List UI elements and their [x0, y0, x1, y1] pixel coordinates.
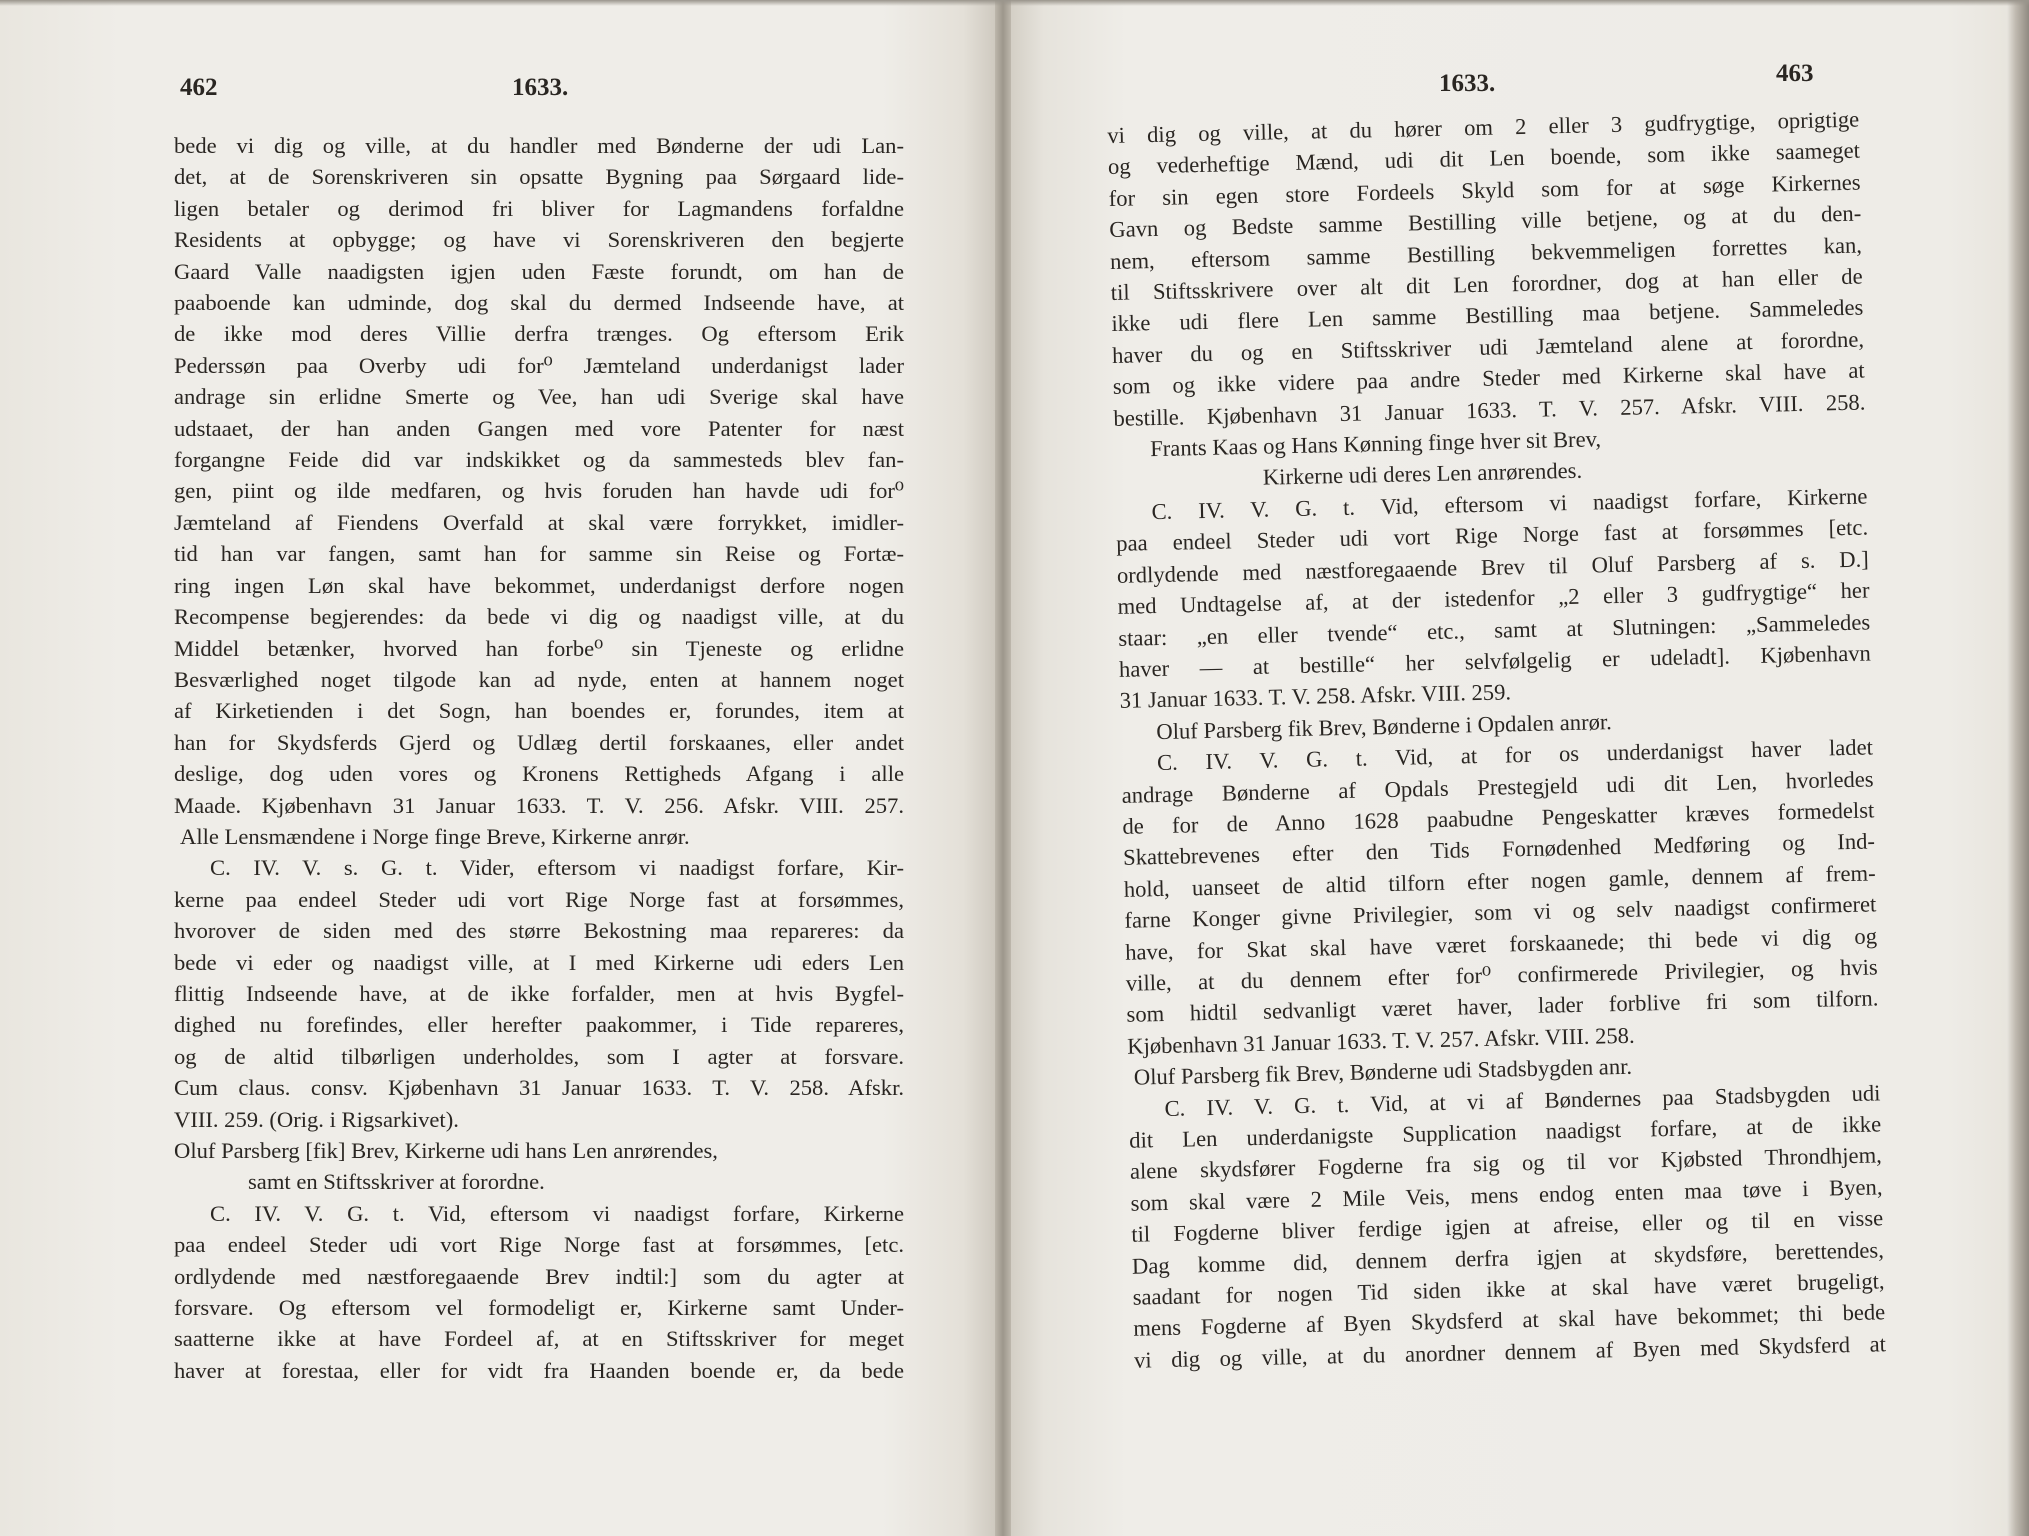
page-number: 462	[180, 74, 218, 101]
text-line: Jæmteland af Fiendens Overfald at skal være forrykket, imidler-	[174, 509, 904, 535]
text-line: Dag komme did, dennem derfra igjen at skydsføre, berettendes,	[1131, 1236, 1885, 1279]
text-line: vi dig og ville, at du anordner dennem af Byen med Skydsferd at	[1133, 1331, 1887, 1373]
text-line: paa endeel Steder udi vort Rige Norge fast at forsømmes, [etc.	[174, 1232, 904, 1258]
year-header: 1633.	[512, 74, 569, 101]
left-page-body	[174, 130, 904, 1386]
text-line: Skattebrevenes efter den Tids Fornødenhed Medføring og Ind-	[1122, 828, 1876, 871]
text-line: Middel betænker, hvorved han forbe⁰ sin Tjeneste og erlidne	[174, 635, 904, 661]
text-line: tid han var fangen, samt han for samme sin Reise og Fortæ-	[174, 541, 904, 567]
text-line: til Fogderne bliver ferdige igjen at afreise, eller og til en visse	[1131, 1205, 1884, 1247]
entry-heading: Oluf Parsberg [fik] Brev, Kirkerne udi hans Len anrørendes,	[174, 1138, 718, 1163]
text-line: C. IV. V. G. t. Vid, at vi af Bøndernes paa Stadsbygden udi	[1164, 1079, 1881, 1121]
text-line: bestille. Kjøbenhavn 31 Januar 1633. T. V. 257. Afskr. VIII. 258.	[1113, 389, 1866, 431]
year-header: 1633.	[1439, 70, 1496, 97]
text-line: Kjøbenhavn 31 Januar 1633. T. V. 257. Afskr. VIII. 258.	[1126, 1022, 1635, 1059]
text-line: udstaaet, der han anden Gangen med vore Patenter for næst	[174, 415, 904, 441]
left-page	[0, 0, 1003, 1536]
text-line: C. IV. V. G. t. Vid, at for os underdanigst haver ladet	[1156, 734, 1874, 776]
text-line: 31 Januar 1633. T. V. 258. Afskr. VIII. 259.	[1119, 679, 1512, 714]
text-line: andrage sin erlidne Smerte og Vee, han udi Sverige skal have	[174, 384, 904, 410]
text-line: han for Skydsferds Gjerd og Udlæg dertil forskaanes, eller andet	[174, 729, 904, 755]
text-line: staar: „en eller tvende“ etc., samt at Slutningen: „Sammeledes	[1118, 608, 1871, 651]
text-line: haver du og en Stiftsskriver udi Jæmteland alene at forordne,	[1111, 326, 1865, 368]
entry-heading: Kirkerne udi deres Len anrørendes.	[1262, 458, 1583, 491]
text-line: C. IV. V. G. t. Vid, eftersom vi naadigst forfare, Kirkerne	[210, 1200, 904, 1226]
text-line: ring ingen Løn skal have bekommet, underdanigst derfore nogen	[174, 572, 904, 598]
text-line: forsvare. Og eftersom vel formodeligt er, Kirkerne samt Under-	[174, 1295, 904, 1321]
text-line: Besværlighed noget tilgode kan ad nyde, enten at hannem noget	[174, 666, 904, 692]
text-line: Gavn og Bedste samme Bestilling ville betjene, og at du den-	[1109, 200, 1862, 243]
entry-heading: Oluf Parsberg fik Brev, Bønderne i Opdalen anrør.	[1156, 708, 1613, 744]
text-line: Recompense begjerendes: da bede vi dig og naadigst ville, at du	[174, 604, 904, 630]
text-line: de ikke mod deres Villie derfra trænges. Og eftersom Erik	[174, 321, 904, 347]
page-number: 463	[1776, 60, 1814, 87]
entry-heading: samt en Stiftsskriver at forordne.	[248, 1169, 545, 1195]
text-line: som og ikke videre paa andre Steder med Kirkerne skal have at	[1112, 357, 1865, 400]
text-line: deslige, dog uden vores og Kronens Rettigheds Afgang i alle	[174, 761, 904, 787]
text-line: forgangne Feide did var indskikket og da sammesteds blev fan-	[174, 447, 904, 473]
text-line: Cum claus. consv. Kjøbenhavn 31 Januar 1633. T. V. 258. Afskr.	[174, 1075, 904, 1101]
top-shadow	[0, 0, 2029, 6]
text-line: og de altid tilbørligen underholdes, som I agter at forsvare.	[174, 1043, 904, 1069]
text-line: til Stiftsskrivere over alt dit Len forordner, dog at han eller de	[1110, 263, 1863, 305]
text-line: alene skydsfører Fogderne fra sig og til vor Kjøbsted Throndhjem,	[1129, 1142, 1883, 1185]
text-line: dit Len underdanigste Supplication naadigst forfare, at de ikke	[1128, 1111, 1882, 1153]
text-line: Gaard Valle naadigsten igjen uden Fæste forundt, om han de	[174, 258, 904, 284]
text-line: paa endeel Steder udi vort Rige Norge fast at forsømmes [etc.	[1115, 514, 1869, 557]
text-line: Residents at opbygge; og have vi Sorenskriveren den begjerte	[174, 227, 904, 253]
text-line: og vederheftige Mænd, udi dit Len boende, som ikke saameget	[1107, 137, 1861, 180]
text-line: ligen betaler og derimod fri bliver for Lagmandens forfaldne	[174, 195, 904, 221]
text-line: de for de Anno 1628 paabudne Pengeskatter kræves formedelst	[1122, 797, 1875, 839]
entry-heading: Frants Kaas og Hans Kønning finge hver sit Brev,	[1149, 426, 1602, 462]
text-line: vi dig og ville, at du hører om 2 eller 3 gudfrygtige, oprigtige	[1107, 106, 1860, 148]
text-line: C. IV. V. s. G. t. Vider, eftersom vi naadigst forfare, Kir-	[210, 855, 904, 881]
text-line: andrage Bønderne af Opdals Prestegjeld udi dit Len, hvorledes	[1121, 765, 1874, 808]
text-line: hold, uanseet de altid tilforn efter nogen gamle, dennem af frem-	[1123, 860, 1876, 902]
text-line: saatterne ikke at have Fordeel af, at en Stiftsskriver for meget	[174, 1326, 904, 1352]
entry-heading: Oluf Parsberg fik Brev, Bønderne udi Stadsbygden anr.	[1133, 1053, 1633, 1090]
text-line: paaboende kan udminde, dog skal du dermed Indseende have, at	[174, 290, 904, 316]
page-edge	[2007, 0, 2029, 1536]
text-line: som hidtil sedvanligt været haver, lader forblive fri som tilforn.	[1126, 985, 1879, 1028]
text-line: saadant for nogen Tid siden ikke at skal have været brugeligt,	[1132, 1268, 1885, 1310]
text-line: VIII. 259. (Orig. i Rigsarkivet).	[174, 1106, 459, 1132]
book-gutter	[995, 0, 1011, 1536]
text-line: ikke udi flere Len samme Bestilling maa betjene. Sammeledes	[1111, 294, 1864, 337]
right-page-body	[1107, 104, 1886, 1376]
text-line: bede vi eder og naadigst ville, at I med Kirkerne udi eders Len	[174, 949, 904, 975]
text-line: ordlydende med næstforegaaende Brev indtil:] som du agter at	[174, 1263, 904, 1289]
text-line: kerne paa endeel Steder udi vort Rige Norge fast at forsømmes,	[174, 886, 904, 912]
text-line: Pederssøn paa Overby udi for⁰ Jæmteland underdanigst lader	[174, 352, 904, 378]
text-line: ordlydende med næstforegaaende Brev til Oluf Parsberg af s. D.]	[1116, 546, 1870, 588]
text-line: haver at forestaa, eller for vidt fra Haanden boende er, da bede	[174, 1357, 904, 1383]
text-line: mens Fogderne af Byen Skydsferd at skal have bekommet; thi bede	[1133, 1299, 1886, 1342]
text-line: som skal være 2 Mile Veis, mens endog enten maa tøve i Byen,	[1130, 1174, 1883, 1216]
text-line: Maade. Kjøbenhavn 31 Januar 1633. T. V. 256. Afskr. VIII. 257.	[174, 792, 904, 818]
text-line: ville, at du dennem efter for⁰ confirmerede Privilegier, og hvis	[1125, 954, 1878, 996]
text-line: farne Konger givne Privilegier, som vi og selv naadigst confirmeret	[1124, 891, 1877, 933]
text-line: med Undtagelse af, at der istedenfor „2 eller 3 gudfrygtige“ her	[1117, 577, 1870, 619]
text-line: C. IV. V. G. t. Vid, eftersom vi naadigst forfare, Kirkerne	[1151, 483, 1868, 524]
text-line: nem, eftersom samme Bestilling bekvemmeligen forrettes kan,	[1109, 232, 1863, 274]
text-line: af Kirketienden i det Sogn, han boendes er, forundes, item at	[174, 698, 904, 724]
text-line: det, at de Sorenskriveren sin opsatte Bygning paa Sørgaard lide-	[174, 164, 904, 190]
text-line: haver — at bestille“ her selvfølgelig er udeladt]. Kjøbenhavn	[1118, 640, 1872, 682]
text-line: hvorover de siden med des større Bekostning maa repareres: da	[174, 918, 904, 944]
entry-heading: Alle Lensmændene i Norge finge Breve, Kirkerne anrør.	[180, 823, 690, 849]
text-line: for sin egen store Fordeels Skyld som for at søge Kirkernes	[1108, 169, 1861, 211]
text-line: flittig Indseende have, at de ikke forfalder, men at hvis Bygfel-	[174, 980, 904, 1006]
text-line: gen, piint og ilde medfaren, og hvis foruden han havde udi for⁰	[174, 478, 904, 504]
text-line: dighed nu forefindes, eller herefter paakommer, i Tide repareres,	[174, 1012, 904, 1038]
text-line: bede vi dig og ville, at du handler med Bønderne der udi Lan-	[174, 133, 904, 158]
text-line: have, for Skat skal have været forskaanede; thi bede vi dig og	[1124, 922, 1878, 965]
right-page	[1003, 0, 2029, 1536]
